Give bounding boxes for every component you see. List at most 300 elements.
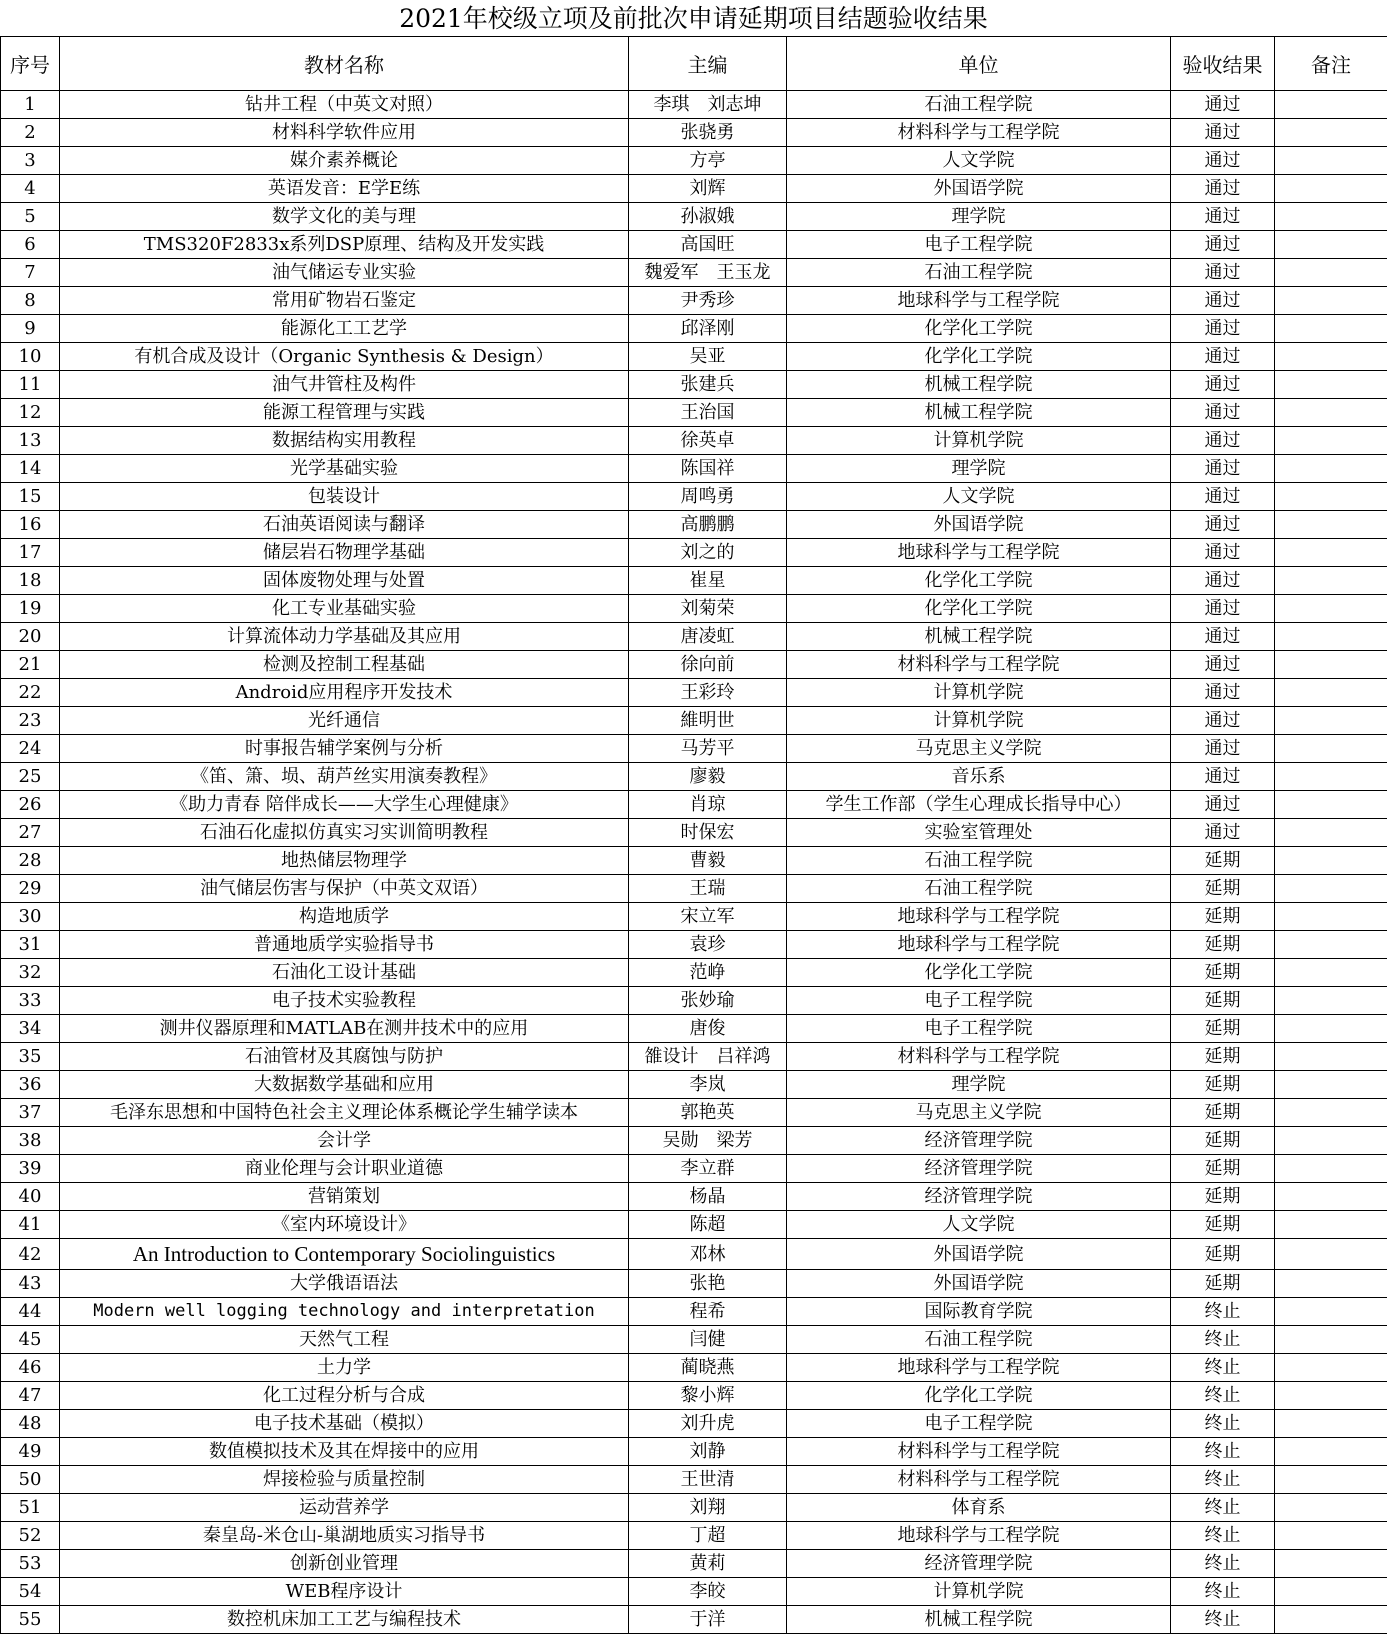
table-row <box>1 511 1387 539</box>
cell-note <box>1275 1270 1387 1298</box>
cell-editor: 廖毅 <box>629 763 787 791</box>
page-title: 2021年校级立项及前批次申请延期项目结题验收结果 <box>0 0 1387 37</box>
table-row <box>1 259 1387 287</box>
cell-result: 通过 <box>1171 315 1275 343</box>
table-row <box>1 231 1387 259</box>
cell-name: 包装设计 <box>60 483 629 511</box>
cell-editor: 王治国 <box>629 399 787 427</box>
table-row <box>1 623 1387 651</box>
table-row <box>1 1155 1387 1183</box>
cell-result: 延期 <box>1171 1015 1275 1043</box>
cell-editor: 刘翔 <box>629 1494 787 1522</box>
table-row <box>1 707 1387 735</box>
cell-no: 54 <box>1 1578 60 1606</box>
cell-name: 化工专业基础实验 <box>60 595 629 623</box>
table-row <box>1 1127 1387 1155</box>
cell-editor: 魏爱军 王玉龙 <box>629 259 787 287</box>
cell-no: 44 <box>1 1298 60 1326</box>
cell-note <box>1275 1326 1387 1354</box>
cell-note <box>1275 287 1387 315</box>
cell-no: 39 <box>1 1155 60 1183</box>
cell-note <box>1275 679 1387 707</box>
cell-no: 1 <box>1 91 60 119</box>
cell-unit: 理学院 <box>787 1071 1171 1099</box>
cell-note <box>1275 1578 1387 1606</box>
cell-name: 数控机床加工工艺与编程技术 <box>60 1606 629 1634</box>
cell-no: 35 <box>1 1043 60 1071</box>
cell-editor: 丁超 <box>629 1522 787 1550</box>
cell-result: 通过 <box>1171 791 1275 819</box>
cell-no: 14 <box>1 455 60 483</box>
cell-editor: 尹秀珍 <box>629 287 787 315</box>
cell-name: 商业伦理与会计职业道德 <box>60 1155 629 1183</box>
cell-unit: 外国语学院 <box>787 175 1171 203</box>
cell-name: 时事报告辅学案例与分析 <box>60 735 629 763</box>
cell-no: 18 <box>1 567 60 595</box>
cell-result: 延期 <box>1171 875 1275 903</box>
cell-name: 构造地质学 <box>60 903 629 931</box>
table-row <box>1 1494 1387 1522</box>
cell-name: 常用矿物岩石鉴定 <box>60 287 629 315</box>
cell-unit: 地球科学与工程学院 <box>787 1354 1171 1382</box>
table-row <box>1 1550 1387 1578</box>
cell-result: 通过 <box>1171 483 1275 511</box>
cell-unit: 材料科学与工程学院 <box>787 119 1171 147</box>
header-index: 序号 <box>1 37 60 91</box>
cell-note <box>1275 315 1387 343</box>
cell-result: 延期 <box>1171 1183 1275 1211</box>
table-row <box>1 427 1387 455</box>
cell-result: 通过 <box>1171 455 1275 483</box>
cell-note <box>1275 1522 1387 1550</box>
cell-name: WEB程序设计 <box>60 1578 629 1606</box>
cell-editor: 徐英卓 <box>629 427 787 455</box>
cell-note <box>1275 147 1387 175</box>
cell-result: 通过 <box>1171 623 1275 651</box>
cell-editor: 周鸣勇 <box>629 483 787 511</box>
cell-unit: 电子工程学院 <box>787 231 1171 259</box>
cell-no: 51 <box>1 1494 60 1522</box>
cell-no: 49 <box>1 1438 60 1466</box>
table-row <box>1 1239 1387 1270</box>
results-table <box>0 36 1387 1634</box>
cell-result: 通过 <box>1171 567 1275 595</box>
table-row <box>1 791 1387 819</box>
cell-note <box>1275 203 1387 231</box>
table-row <box>1 371 1387 399</box>
cell-no: 17 <box>1 539 60 567</box>
cell-name: 天然气工程 <box>60 1326 629 1354</box>
cell-unit: 石油工程学院 <box>787 91 1171 119</box>
cell-unit: 外国语学院 <box>787 1239 1171 1270</box>
cell-name: 测井仪器原理和MATLAB在测井技术中的应用 <box>60 1015 629 1043</box>
cell-no: 5 <box>1 203 60 231</box>
cell-name: 电子技术基础（模拟） <box>60 1410 629 1438</box>
cell-name: 油气储运专业实验 <box>60 259 629 287</box>
cell-note <box>1275 539 1387 567</box>
cell-unit: 地球科学与工程学院 <box>787 931 1171 959</box>
table-row <box>1 735 1387 763</box>
cell-name: Modern well logging technology and interpretation <box>60 1298 629 1326</box>
cell-no: 16 <box>1 511 60 539</box>
cell-result: 通过 <box>1171 651 1275 679</box>
cell-editor: 于洋 <box>629 1606 787 1634</box>
cell-note <box>1275 567 1387 595</box>
cell-unit: 计算机学院 <box>787 679 1171 707</box>
cell-no: 15 <box>1 483 60 511</box>
cell-editor: 李琪 刘志坤 <box>629 91 787 119</box>
cell-no: 53 <box>1 1550 60 1578</box>
cell-no: 2 <box>1 119 60 147</box>
cell-note <box>1275 735 1387 763</box>
table-row <box>1 1410 1387 1438</box>
cell-note <box>1275 959 1387 987</box>
cell-result: 延期 <box>1171 1211 1275 1239</box>
table-row <box>1 1071 1387 1099</box>
table-row <box>1 1438 1387 1466</box>
cell-name: 创新创业管理 <box>60 1550 629 1578</box>
table-row <box>1 651 1387 679</box>
table-row <box>1 1466 1387 1494</box>
cell-no: 7 <box>1 259 60 287</box>
cell-editor: 袁珍 <box>629 931 787 959</box>
cell-editor: 邓林 <box>629 1239 787 1270</box>
cell-unit: 电子工程学院 <box>787 987 1171 1015</box>
cell-name: 石油化工设计基础 <box>60 959 629 987</box>
cell-name: 油气储层伤害与保护（中英文双语） <box>60 875 629 903</box>
cell-name: 固体废物处理与处置 <box>60 567 629 595</box>
cell-unit: 地球科学与工程学院 <box>787 1522 1171 1550</box>
table-row <box>1 1099 1387 1127</box>
table-row <box>1 819 1387 847</box>
cell-result: 终止 <box>1171 1494 1275 1522</box>
table-row <box>1 1211 1387 1239</box>
cell-note <box>1275 903 1387 931</box>
cell-name: 光学基础实验 <box>60 455 629 483</box>
cell-name: 检测及控制工程基础 <box>60 651 629 679</box>
cell-note <box>1275 987 1387 1015</box>
cell-unit: 经济管理学院 <box>787 1127 1171 1155</box>
cell-editor: 邱泽刚 <box>629 315 787 343</box>
cell-name: 数值模拟技术及其在焊接中的应用 <box>60 1438 629 1466</box>
table-row <box>1 567 1387 595</box>
cell-result: 终止 <box>1171 1326 1275 1354</box>
cell-unit: 材料科学与工程学院 <box>787 1043 1171 1071</box>
cell-result: 通过 <box>1171 287 1275 315</box>
cell-note <box>1275 1550 1387 1578</box>
table-row <box>1 1606 1387 1634</box>
cell-no: 4 <box>1 175 60 203</box>
table-row <box>1 399 1387 427</box>
cell-no: 52 <box>1 1522 60 1550</box>
cell-note <box>1275 231 1387 259</box>
cell-note <box>1275 931 1387 959</box>
cell-note <box>1275 483 1387 511</box>
cell-no: 33 <box>1 987 60 1015</box>
cell-name: 石油石化虚拟仿真实习实训简明教程 <box>60 819 629 847</box>
table-row <box>1 539 1387 567</box>
cell-no: 48 <box>1 1410 60 1438</box>
cell-name: 大数据数学基础和应用 <box>60 1071 629 1099</box>
cell-name: 石油英语阅读与翻译 <box>60 511 629 539</box>
cell-no: 13 <box>1 427 60 455</box>
table-row <box>1 455 1387 483</box>
cell-unit: 地球科学与工程学院 <box>787 539 1171 567</box>
cell-note <box>1275 427 1387 455</box>
cell-unit: 化学化工学院 <box>787 315 1171 343</box>
cell-name: 钻井工程（中英文对照） <box>60 91 629 119</box>
table-row <box>1 847 1387 875</box>
cell-unit: 马克思主义学院 <box>787 735 1171 763</box>
cell-no: 24 <box>1 735 60 763</box>
table-row <box>1 287 1387 315</box>
cell-name: 《笛、箫、埙、葫芦丝实用演奏教程》 <box>60 763 629 791</box>
cell-unit: 实验室管理处 <box>787 819 1171 847</box>
cell-note <box>1275 1155 1387 1183</box>
cell-name: 有机合成及设计（Organic Synthesis & Design） <box>60 343 629 371</box>
cell-result: 通过 <box>1171 819 1275 847</box>
cell-name: 储层岩石物理学基础 <box>60 539 629 567</box>
cell-editor: 高国旺 <box>629 231 787 259</box>
cell-unit: 化学化工学院 <box>787 343 1171 371</box>
cell-note <box>1275 1099 1387 1127</box>
cell-result: 通过 <box>1171 427 1275 455</box>
cell-unit: 计算机学院 <box>787 427 1171 455</box>
cell-unit: 化学化工学院 <box>787 595 1171 623</box>
cell-editor: 王瑞 <box>629 875 787 903</box>
cell-result: 终止 <box>1171 1410 1275 1438</box>
cell-name: 大学俄语语法 <box>60 1270 629 1298</box>
cell-unit: 经济管理学院 <box>787 1155 1171 1183</box>
cell-editor: 維明世 <box>629 707 787 735</box>
cell-editor: 张骁勇 <box>629 119 787 147</box>
cell-note <box>1275 1298 1387 1326</box>
cell-result: 终止 <box>1171 1466 1275 1494</box>
cell-result: 延期 <box>1171 1127 1275 1155</box>
cell-no: 38 <box>1 1127 60 1155</box>
cell-result: 通过 <box>1171 175 1275 203</box>
cell-note <box>1275 1382 1387 1410</box>
cell-editor: 闫健 <box>629 1326 787 1354</box>
cell-unit: 计算机学院 <box>787 1578 1171 1606</box>
cell-result: 延期 <box>1171 959 1275 987</box>
cell-note <box>1275 763 1387 791</box>
cell-name: 秦皇岛-米仓山-巢湖地质实习指导书 <box>60 1522 629 1550</box>
cell-result: 延期 <box>1171 1270 1275 1298</box>
cell-editor: 李皎 <box>629 1578 787 1606</box>
cell-no: 47 <box>1 1382 60 1410</box>
cell-result: 延期 <box>1171 903 1275 931</box>
cell-name: 计算流体动力学基础及其应用 <box>60 623 629 651</box>
cell-no: 31 <box>1 931 60 959</box>
table-row <box>1 1326 1387 1354</box>
cell-no: 41 <box>1 1211 60 1239</box>
cell-result: 通过 <box>1171 91 1275 119</box>
cell-unit: 材料科学与工程学院 <box>787 651 1171 679</box>
cell-name: 能源化工工艺学 <box>60 315 629 343</box>
cell-no: 9 <box>1 315 60 343</box>
cell-editor: 崔星 <box>629 567 787 595</box>
table-row <box>1 119 1387 147</box>
cell-unit: 马克思主义学院 <box>787 1099 1171 1127</box>
cell-note <box>1275 343 1387 371</box>
cell-no: 32 <box>1 959 60 987</box>
cell-no: 28 <box>1 847 60 875</box>
cell-editor: 王世清 <box>629 1466 787 1494</box>
cell-editor: 刘辉 <box>629 175 787 203</box>
cell-result: 通过 <box>1171 371 1275 399</box>
cell-editor: 张艳 <box>629 1270 787 1298</box>
cell-name: 媒介素养概论 <box>60 147 629 175</box>
header-result: 验收结果 <box>1171 37 1275 91</box>
cell-note <box>1275 371 1387 399</box>
cell-no: 46 <box>1 1354 60 1382</box>
header-unit: 单位 <box>787 37 1171 91</box>
cell-result: 通过 <box>1171 399 1275 427</box>
cell-no: 12 <box>1 399 60 427</box>
cell-result: 通过 <box>1171 343 1275 371</box>
cell-unit: 经济管理学院 <box>787 1550 1171 1578</box>
cell-name: 数学文化的美与理 <box>60 203 629 231</box>
table-row <box>1 175 1387 203</box>
cell-unit: 机械工程学院 <box>787 623 1171 651</box>
cell-name: 化工过程分析与合成 <box>60 1382 629 1410</box>
cell-unit: 学生工作部（学生心理成长指导中心） <box>787 791 1171 819</box>
cell-name: 《助力青春 陪伴成长——大学生心理健康》 <box>60 791 629 819</box>
cell-no: 43 <box>1 1270 60 1298</box>
cell-name: 会计学 <box>60 1127 629 1155</box>
table-row <box>1 763 1387 791</box>
table-row <box>1 91 1387 119</box>
cell-note <box>1275 707 1387 735</box>
cell-name: 土力学 <box>60 1354 629 1382</box>
cell-note <box>1275 1494 1387 1522</box>
cell-result: 延期 <box>1171 931 1275 959</box>
cell-name: TMS320F2833x系列DSP原理、结构及开发实践 <box>60 231 629 259</box>
cell-unit: 外国语学院 <box>787 1270 1171 1298</box>
cell-result: 通过 <box>1171 539 1275 567</box>
cell-no: 55 <box>1 1606 60 1634</box>
cell-note <box>1275 819 1387 847</box>
cell-name: 英语发音：E学E练 <box>60 175 629 203</box>
table-row <box>1 1354 1387 1382</box>
cell-no: 25 <box>1 763 60 791</box>
cell-name: 普通地质学实验指导书 <box>60 931 629 959</box>
cell-name: 数据结构实用教程 <box>60 427 629 455</box>
cell-name: 油气井管柱及构件 <box>60 371 629 399</box>
cell-note <box>1275 875 1387 903</box>
cell-editor: 马芳平 <box>629 735 787 763</box>
cell-no: 29 <box>1 875 60 903</box>
cell-unit: 地球科学与工程学院 <box>787 903 1171 931</box>
cell-editor: 唐俊 <box>629 1015 787 1043</box>
cell-editor: 张建兵 <box>629 371 787 399</box>
cell-editor: 李立群 <box>629 1155 787 1183</box>
cell-editor: 宋立军 <box>629 903 787 931</box>
cell-note <box>1275 847 1387 875</box>
table-row <box>1 1183 1387 1211</box>
cell-result: 延期 <box>1171 1155 1275 1183</box>
cell-unit: 化学化工学院 <box>787 1382 1171 1410</box>
cell-result: 延期 <box>1171 1099 1275 1127</box>
cell-name: 地热储层物理学 <box>60 847 629 875</box>
cell-unit: 计算机学院 <box>787 707 1171 735</box>
cell-no: 3 <box>1 147 60 175</box>
cell-editor: 范峥 <box>629 959 787 987</box>
cell-unit: 电子工程学院 <box>787 1015 1171 1043</box>
cell-result: 终止 <box>1171 1382 1275 1410</box>
cell-no: 8 <box>1 287 60 315</box>
cell-editor: 张妙瑜 <box>629 987 787 1015</box>
cell-unit: 材料科学与工程学院 <box>787 1466 1171 1494</box>
cell-result: 延期 <box>1171 847 1275 875</box>
table-row <box>1 959 1387 987</box>
header-note: 备注 <box>1275 37 1387 91</box>
cell-result: 延期 <box>1171 1043 1275 1071</box>
cell-result: 通过 <box>1171 259 1275 287</box>
cell-unit: 石油工程学院 <box>787 847 1171 875</box>
cell-no: 30 <box>1 903 60 931</box>
cell-editor: 吴勋 梁芳 <box>629 1127 787 1155</box>
cell-note <box>1275 259 1387 287</box>
cell-name: 《室内环境设计》 <box>60 1211 629 1239</box>
cell-editor: 时保宏 <box>629 819 787 847</box>
cell-editor: 陈国祥 <box>629 455 787 483</box>
cell-unit: 机械工程学院 <box>787 371 1171 399</box>
cell-no: 40 <box>1 1183 60 1211</box>
cell-unit: 音乐系 <box>787 763 1171 791</box>
cell-unit: 外国语学院 <box>787 511 1171 539</box>
cell-editor: 杨晶 <box>629 1183 787 1211</box>
table-row <box>1 679 1387 707</box>
cell-editor: 高鹏鹏 <box>629 511 787 539</box>
cell-note <box>1275 119 1387 147</box>
cell-note <box>1275 511 1387 539</box>
cell-no: 23 <box>1 707 60 735</box>
table-body <box>1 91 1387 1634</box>
cell-note <box>1275 1071 1387 1099</box>
cell-unit: 材料科学与工程学院 <box>787 1438 1171 1466</box>
cell-editor: 李岚 <box>629 1071 787 1099</box>
cell-result: 通过 <box>1171 119 1275 147</box>
cell-note <box>1275 1606 1387 1634</box>
cell-note <box>1275 91 1387 119</box>
table-row <box>1 595 1387 623</box>
cell-result: 通过 <box>1171 231 1275 259</box>
cell-note <box>1275 1183 1387 1211</box>
table-row <box>1 1015 1387 1043</box>
cell-result: 终止 <box>1171 1578 1275 1606</box>
cell-editor: 吴亚 <box>629 343 787 371</box>
cell-result: 延期 <box>1171 987 1275 1015</box>
cell-note <box>1275 595 1387 623</box>
cell-no: 21 <box>1 651 60 679</box>
cell-name: 电子技术实验教程 <box>60 987 629 1015</box>
cell-unit: 石油工程学院 <box>787 1326 1171 1354</box>
cell-note <box>1275 791 1387 819</box>
cell-note <box>1275 651 1387 679</box>
table-row <box>1 147 1387 175</box>
cell-unit: 机械工程学院 <box>787 1606 1171 1634</box>
cell-editor: 王彩玲 <box>629 679 787 707</box>
cell-note <box>1275 623 1387 651</box>
cell-editor: 刘菊荣 <box>629 595 787 623</box>
cell-no: 37 <box>1 1099 60 1127</box>
cell-no: 34 <box>1 1015 60 1043</box>
cell-name: Android应用程序开发技术 <box>60 679 629 707</box>
cell-unit: 经济管理学院 <box>787 1183 1171 1211</box>
cell-no: 42 <box>1 1239 60 1270</box>
